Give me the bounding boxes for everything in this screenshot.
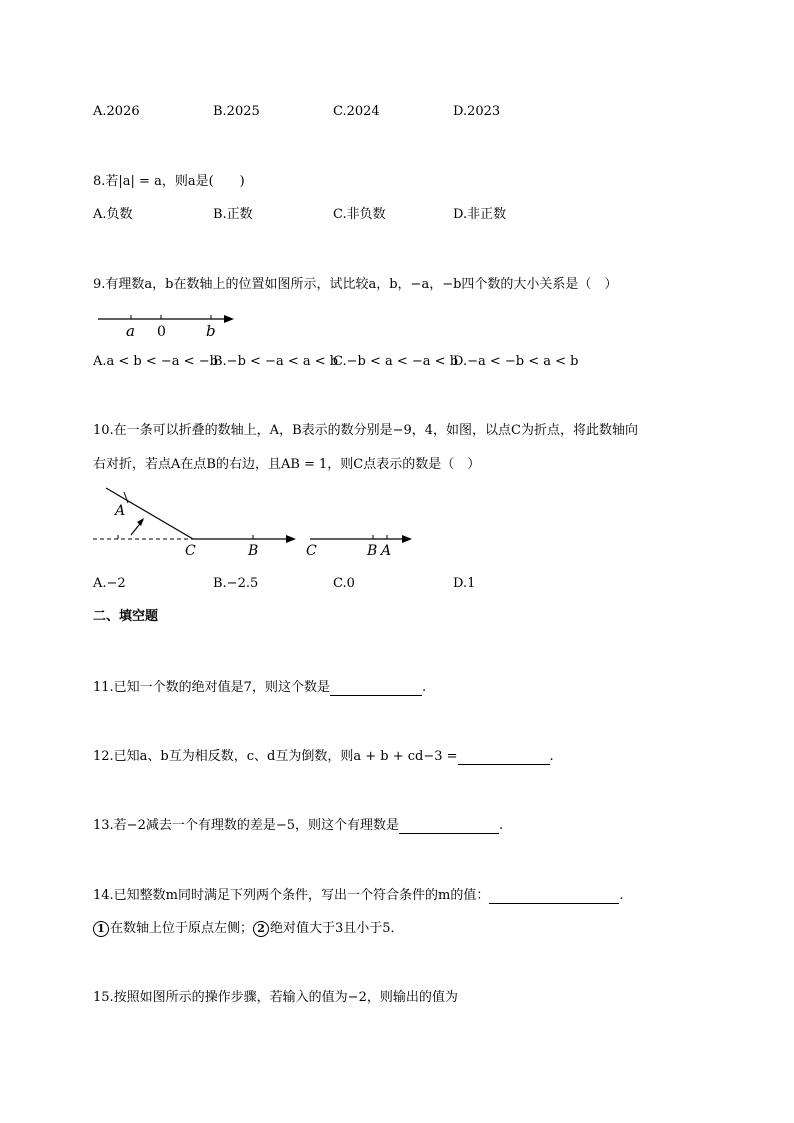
q14-answer-blank[interactable]	[489, 889, 619, 904]
q9-option-b: B.−b < −a < a < b	[213, 354, 339, 369]
q7-option-a: A.2026	[93, 104, 140, 119]
q14-end: .	[619, 888, 624, 903]
q11-text: 11.已知一个数的绝对值是7，则这个数是	[93, 680, 330, 695]
q10-label-A2: A	[381, 543, 392, 559]
q9-label-0: 0	[157, 324, 166, 340]
q11-end: .	[421, 680, 427, 695]
q10-second-axis-arrow	[402, 535, 412, 543]
q10-stem-line2: 右对折，若点A在点B的右边，且AB = 1，则C点表示的数是（ ）	[93, 457, 481, 472]
q11	[93, 680, 426, 696]
q7-option-d: D.2023	[453, 104, 501, 119]
q14-cond1-number: 1	[93, 921, 109, 937]
q9-label-a: a	[126, 322, 135, 340]
q10-rotation-arrowhead	[137, 518, 144, 526]
q10-option-d: D.1	[453, 576, 476, 591]
q9-number-line-figure	[93, 306, 243, 342]
q10-stem-line1: 10.在一条可以折叠的数轴上，A，B表示的数分别是−9，4，如图，以点C为折点，将此数轴向	[93, 423, 638, 438]
q11-answer-blank[interactable]	[330, 681, 422, 696]
q9-axis-arrow	[224, 315, 234, 323]
q8-option-b: B.正数	[213, 207, 253, 222]
q10-folding-figure	[88, 483, 418, 563]
q14-cond1-text: 在数轴上位于原点左侧；	[110, 921, 254, 936]
q10-label-C: C	[185, 543, 196, 559]
q10-option-a: A.−2	[93, 576, 126, 591]
q10-label-A: A	[115, 503, 126, 519]
q12-end: .	[549, 749, 554, 764]
q13	[93, 818, 503, 834]
q8-option-a: A.负数	[93, 207, 133, 222]
q15-text: 15.按照如图所示的操作步骤，若输入的值为−2，则输出的值为	[93, 990, 458, 1005]
section-title-fill-in: 二、填空题	[93, 609, 159, 624]
q10-label-B2: B	[367, 543, 378, 559]
q9-stem: 9.有理数a，b在数轴上的位置如图所示，试比较a，b，−a，−b四个数的大小关系是（ ）	[93, 277, 618, 292]
q8-option-c: C.非负数	[333, 207, 386, 222]
q14-text: 14.已知整数m同时满足下列两个条件，写出一个符合条件的m的值：	[93, 888, 490, 903]
q10-label-C2: C	[306, 543, 317, 559]
q7-option-c: C.2024	[333, 104, 380, 119]
q14-conditions	[93, 921, 404, 937]
q9-label-b: b	[206, 322, 216, 340]
q14-cond2-number: 2	[253, 921, 269, 937]
q13-text: 13.若−2减去一个有理数的差是−5，则这个有理数是	[93, 818, 400, 833]
q13-answer-blank[interactable]	[399, 819, 499, 834]
q10-option-c: C.0	[333, 576, 355, 591]
q12	[93, 749, 554, 765]
q8-option-d: D.非正数	[453, 207, 507, 222]
q10-tick-A-folded	[124, 492, 128, 503]
q7-option-b: B.2025	[213, 104, 260, 119]
q9-option-a: A.a < b < −a < −b	[93, 354, 218, 369]
q10-label-B: B	[248, 543, 259, 559]
q13-end: .	[499, 818, 504, 833]
q8-stem: 8.若|a| = a，则a是( )	[93, 174, 245, 189]
q12-text: 12.已知a、b互为相反数，c、d互为倒数，则a + b + cd−3 =	[93, 749, 458, 764]
q12-answer-blank[interactable]	[458, 750, 550, 765]
q14-cond2-text: 绝对值大于3且小于5．	[270, 921, 404, 936]
q14	[93, 888, 623, 904]
q9-option-d: D.−a < −b < a < b	[453, 354, 579, 369]
q10-option-b: B.−2.5	[213, 576, 259, 591]
q9-option-c: C.−b < a < −a < b	[333, 354, 459, 369]
q10-axis-arrow	[286, 535, 296, 543]
